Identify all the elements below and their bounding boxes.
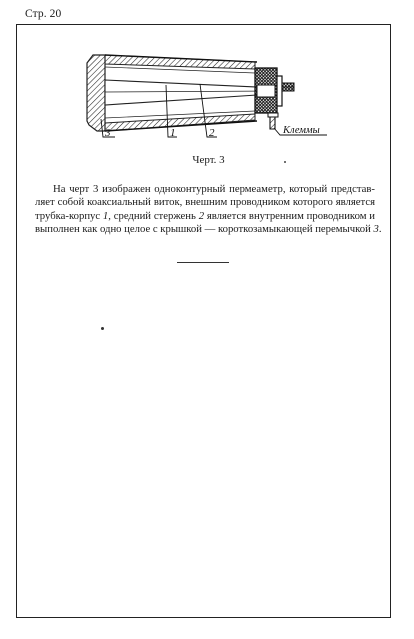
paragraph-line-2: ляет собой коаксиальный виток, внешним проводником которого является	[35, 196, 375, 209]
page-frame	[16, 24, 391, 618]
figure-caption: Черт. 3	[192, 154, 225, 166]
label-part-1: 1	[170, 127, 176, 139]
cap-part-3	[87, 55, 105, 131]
label-part-3: 3	[105, 127, 111, 139]
paragraph-line-4: выполнен как одно целое с крышкой — короткозамыкающей перемычкой 3.	[35, 223, 382, 236]
rod-part-2	[105, 80, 257, 105]
label-part-2: 2	[209, 127, 215, 139]
stray-dot	[284, 161, 286, 163]
paragraph-line-3: трубка-корпус 1, средний стержень 2 является внутренним проводником и	[35, 209, 375, 222]
page-number: Стр. 20	[25, 8, 62, 20]
ink-speck	[101, 327, 104, 330]
label-terminals: Клеммы	[283, 125, 320, 136]
section-separator	[177, 262, 229, 263]
paragraph-line-1: На черт 3 изображен одноконтурный пермеаметр, который представ-	[53, 183, 375, 195]
tube-upper-wall	[105, 55, 255, 69]
permeameter-drawing	[17, 25, 392, 150]
body-paragraph	[35, 183, 382, 237]
